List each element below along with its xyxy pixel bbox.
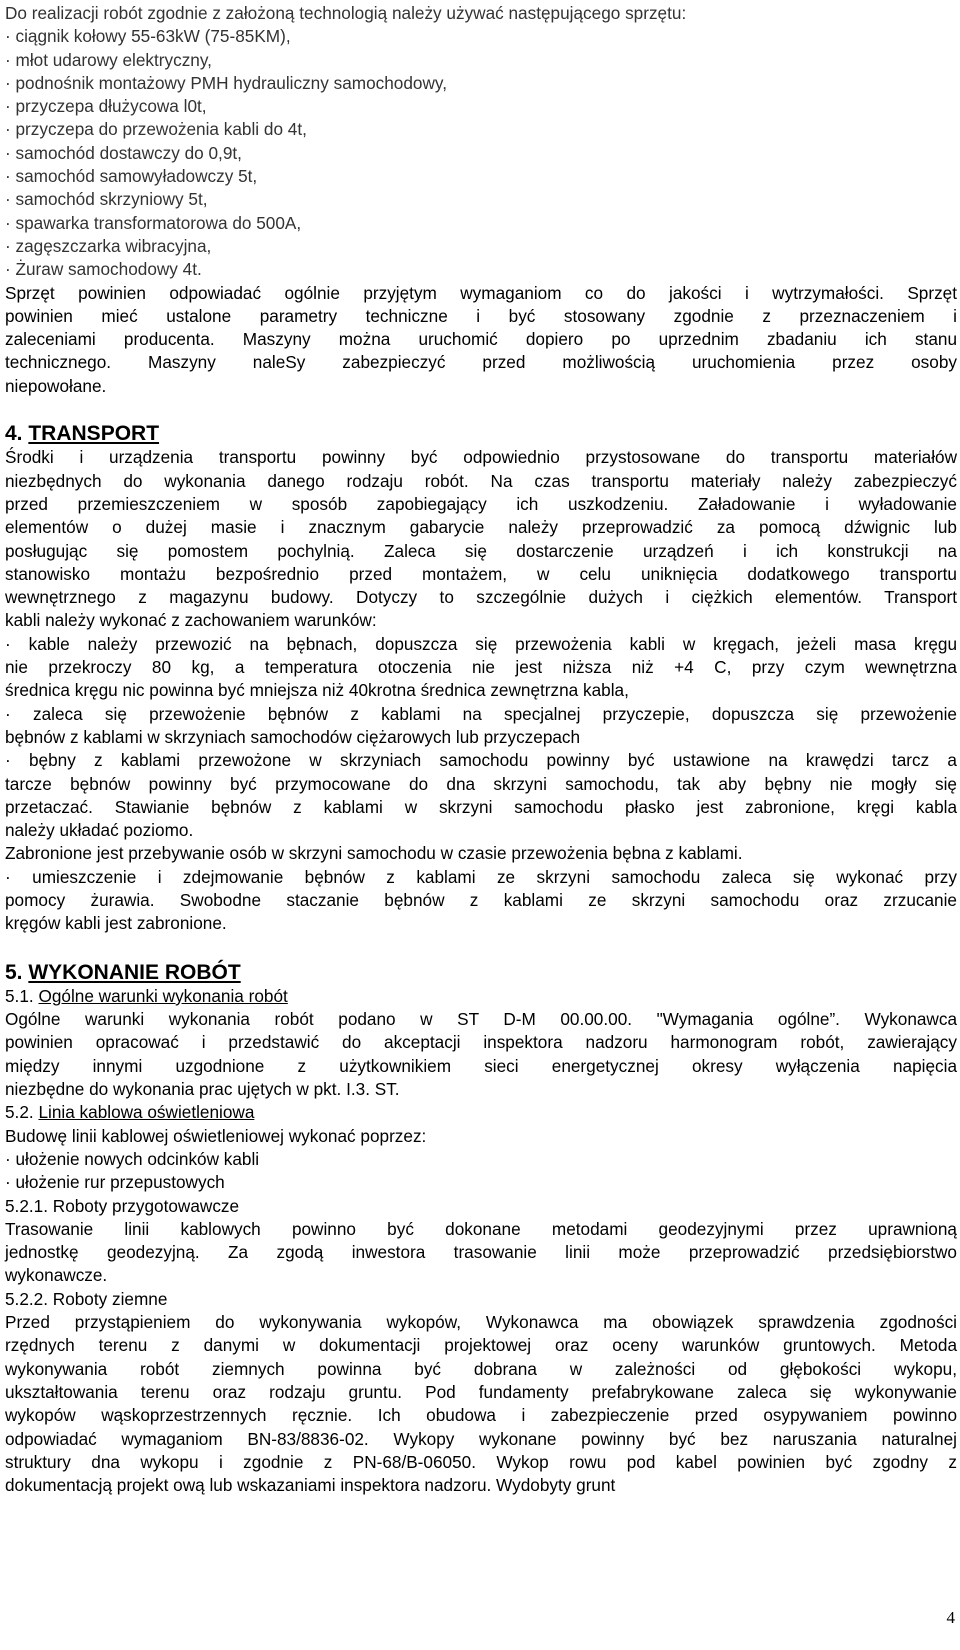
text-line: struktury dna wykopu i zgodnie z PN-68/B-06050. Wykop rowu pod kabel powinien być zgodny z [5, 1451, 957, 1472]
text-line: wykopów wąskoprzestrzennych ręcznie. Ich obudowa i zabezpieczenie przed osypywaniem powinno [5, 1405, 957, 1426]
text-line: rzędnych terenu z danymi w dokumentacji projektowej oraz oceny warunków gruntowych. Metoda [5, 1335, 957, 1356]
text-line: technicznego. Maszyny naleSy zabezpieczyć przed możliwością uruchomienia przez osoby [5, 352, 957, 373]
text-line: posługując się pomostem pochylnią. Zaleca się dostarczenie urządzeń i ich konstrukcji na [5, 540, 957, 561]
text-line: · przyczepa do przewożenia kabli do 4t, [5, 119, 307, 140]
text-line: wykonawcze. [5, 1265, 108, 1286]
subsection-5-1-heading: 5.1. Ogólne warunki wykonania robót [5, 985, 288, 1006]
text-line: · spawarka transformatorowa do 500A, [5, 212, 302, 233]
text-line: · Żuraw samochodowy 4t. [5, 259, 202, 280]
text-line: · umieszczenie i zdejmowanie bębnów z kablami ze skrzyni samochodu zaleca się wykonać przy [5, 866, 957, 887]
text-line: Trasowanie linii kablowych powinno być dokonane metodami geodezyjnymi przez uprawnioną [5, 1218, 957, 1239]
text-line: · ułożenie nowych odcinków kabli [5, 1148, 260, 1169]
section-5-title: WYKONANIE ROBÓT [28, 960, 241, 984]
text-line: przetaczać. Stawianie bębnów z kablami w skrzyni samochodu płasko jest zabronione, kręgi kabla [5, 796, 957, 817]
text-line: Środki i urządzenia transportu powinny być odpowiednio przystosowane do transportu materiałów [5, 447, 957, 468]
text-line: · bębny z kablami przewożone w skrzyniach samochodu powinny być ustawione na krawędzi tarcz a [5, 750, 957, 771]
text-line: · podnośnik montażowy PMH hydrauliczny samochodowy, [5, 72, 447, 93]
text-line: · przyczepa dłużycowa l0t, [5, 96, 207, 117]
text-line: · kable należy przewozić na bębnach, dopuszcza się przewożenia kabli w kręgach, jeżeli masa kręgu [5, 633, 957, 654]
text-line: · zaleca się przewożenie bębnów z kablami na specjalnej przyczepie, dopuszcza się przewożenie [5, 703, 957, 724]
text-line: między innymi uzgodnione z użytkownikiem sieci energetycznej okresy wyłączenia napięcia [5, 1055, 957, 1076]
text-line: · samochód skrzyniowy 5t, [5, 189, 208, 210]
text-line: Do realizacji robót zgodnie z założoną technologią należy używać następującego sprzętu: [5, 3, 687, 23]
text-line: należy układać poziomo. [5, 820, 194, 841]
transport-section [5, 446, 957, 935]
text-line: 5.2.2. Roboty ziemne [5, 1288, 168, 1309]
text-line: bębnów z kablami w skrzyniach samochodów ciężarowych lub przyczepach [5, 726, 581, 747]
text-line: przed przemieszczeniem w sposób zapobiegający ich uszkodzeniu. Załadowanie i wyładowanie [5, 493, 957, 514]
text-line: wewnętrznego z magazynu budowy. Dotyczy to szczególnie dużych i ciężkich elementów. Transport [5, 587, 957, 608]
text-line: średnica kręgu nic powinna być mniejsza niż 40krotna średnica zewnętrzna kabla, [5, 680, 629, 701]
text-line: 5.2.1. Roboty przygotowawcze [5, 1195, 240, 1216]
text-line: powinien opracować i przedstawić do akceptacji inspektora nadzoru harmonogram robót, zawierający [5, 1032, 957, 1053]
text-line: · samochód dostawczy do 0,9t, [5, 142, 242, 163]
text-line: Przed przystąpieniem do wykonywania wykopów, Wykonawca ma obowiązek sprawdzenia zgodności [5, 1312, 957, 1333]
page-number: 4 [946, 1608, 955, 1627]
text-line: nie przekroczy 80 kg, a temperatura otoczenia nie jest niższa niż +4 C, przy czym wewnętrzna [5, 657, 957, 678]
text-line: Budowę linii kablowej oświetleniowej wykonać poprzez: [5, 1125, 427, 1146]
text-line: Sprzęt powinien odpowiadać ogólnie przyjętym wymaganiom co do jakości i wytrzymałości. Sprzęt [5, 282, 957, 303]
equipment-section [5, 2, 957, 398]
text-line: dokumentacją projekt ową lub wskazaniami inspektora nadzoru. Wydobyty grunt [5, 1475, 616, 1496]
text-line: ukształtowania terenu oraz rodzaju gruntu. Pod fundamenty prefabrykowane zaleca się wykonywanie [5, 1381, 957, 1402]
text-line: stanowisko montażu bezpośrednio przed montażem, w celu uniknięcia dodatkowego transportu [5, 563, 957, 584]
section-4-number: 4. [5, 422, 23, 446]
text-line: jednostkę geodezyjną. Za zgodą inwestora trasowanie linii może przeprowadzić przedsiębiorstwo [5, 1242, 957, 1263]
text-line: wykonywania robót ziemnych powinna być dobrana w zależności od głębokości wykopu, [5, 1358, 957, 1379]
text-line: · ciągnik kołowy 55-63kW (75-85KM), [5, 26, 291, 47]
general-conditions-section [5, 1008, 957, 1101]
text-line: elementów o dużej masie i znacznym gabarycie należy przeprowadzić za pomocą dźwignic lub [5, 517, 957, 538]
cable-line-section [5, 1125, 957, 1498]
text-line: zaleceniami producenta. Maszyny można uruchomić dopiero po uprzednim zbadaniu ich stanu [5, 329, 957, 350]
text-line: · młot udarowy elektryczny, [5, 49, 212, 70]
text-line: niezbędnych do wykonania danego rodzaju robót. Na czas transportu materiały należy zabezpieczyć [5, 470, 957, 491]
text-line: Ogólne warunki wykonania robót podano w ST D-M 00.00.00. "Wymagania ogólne”. Wykonawca [5, 1009, 957, 1030]
text-line: pomocy żurawia. Swobodne staczanie bębnów z kablami ze skrzyni samochodu oraz zrzucanie [5, 889, 957, 910]
text-line: · samochód samowyładowczy 5t, [5, 166, 258, 187]
text-line: kręgów kabli jest zabronione. [5, 913, 227, 934]
text-line: niezbędne do wykonania prac ujętych w pkt. I.3. ST. [5, 1079, 400, 1100]
text-line: odpowiadać wymaganiom BN-83/8836-02. Wykopy wykonane powinny być bez naruszania naturalnej [5, 1428, 957, 1449]
section-5-number: 5. [5, 960, 23, 984]
text-line: tarcze bębnów powinny być przymocowane do dna skrzyni samochodu, tak aby bębny nie mogły się [5, 773, 957, 794]
text-line: · ułożenie rur przepustowych [5, 1172, 225, 1193]
text-line: · zagęszczarka wibracyjna, [5, 235, 212, 256]
section-5-heading [5, 960, 957, 985]
text-line: niepowołane. [5, 375, 107, 396]
document-page [5, 2, 957, 1497]
section-4-heading [5, 421, 957, 446]
text-line: powinien mieć ustalone parametry techniczne i być stosowany zgodnie z przeznaczeniem i [5, 305, 957, 326]
section-4-title: TRANSPORT [28, 422, 160, 446]
text-line: kabli należy wykonać z zachowaniem warunków: [5, 610, 377, 631]
subsection-5-2-heading: 5.2. Linia kablowa oświetleniowa [5, 1102, 255, 1123]
text-line: Zabronione jest przebywanie osób w skrzyni samochodu w czasie przewożenia bębna z kablami. [5, 843, 743, 864]
